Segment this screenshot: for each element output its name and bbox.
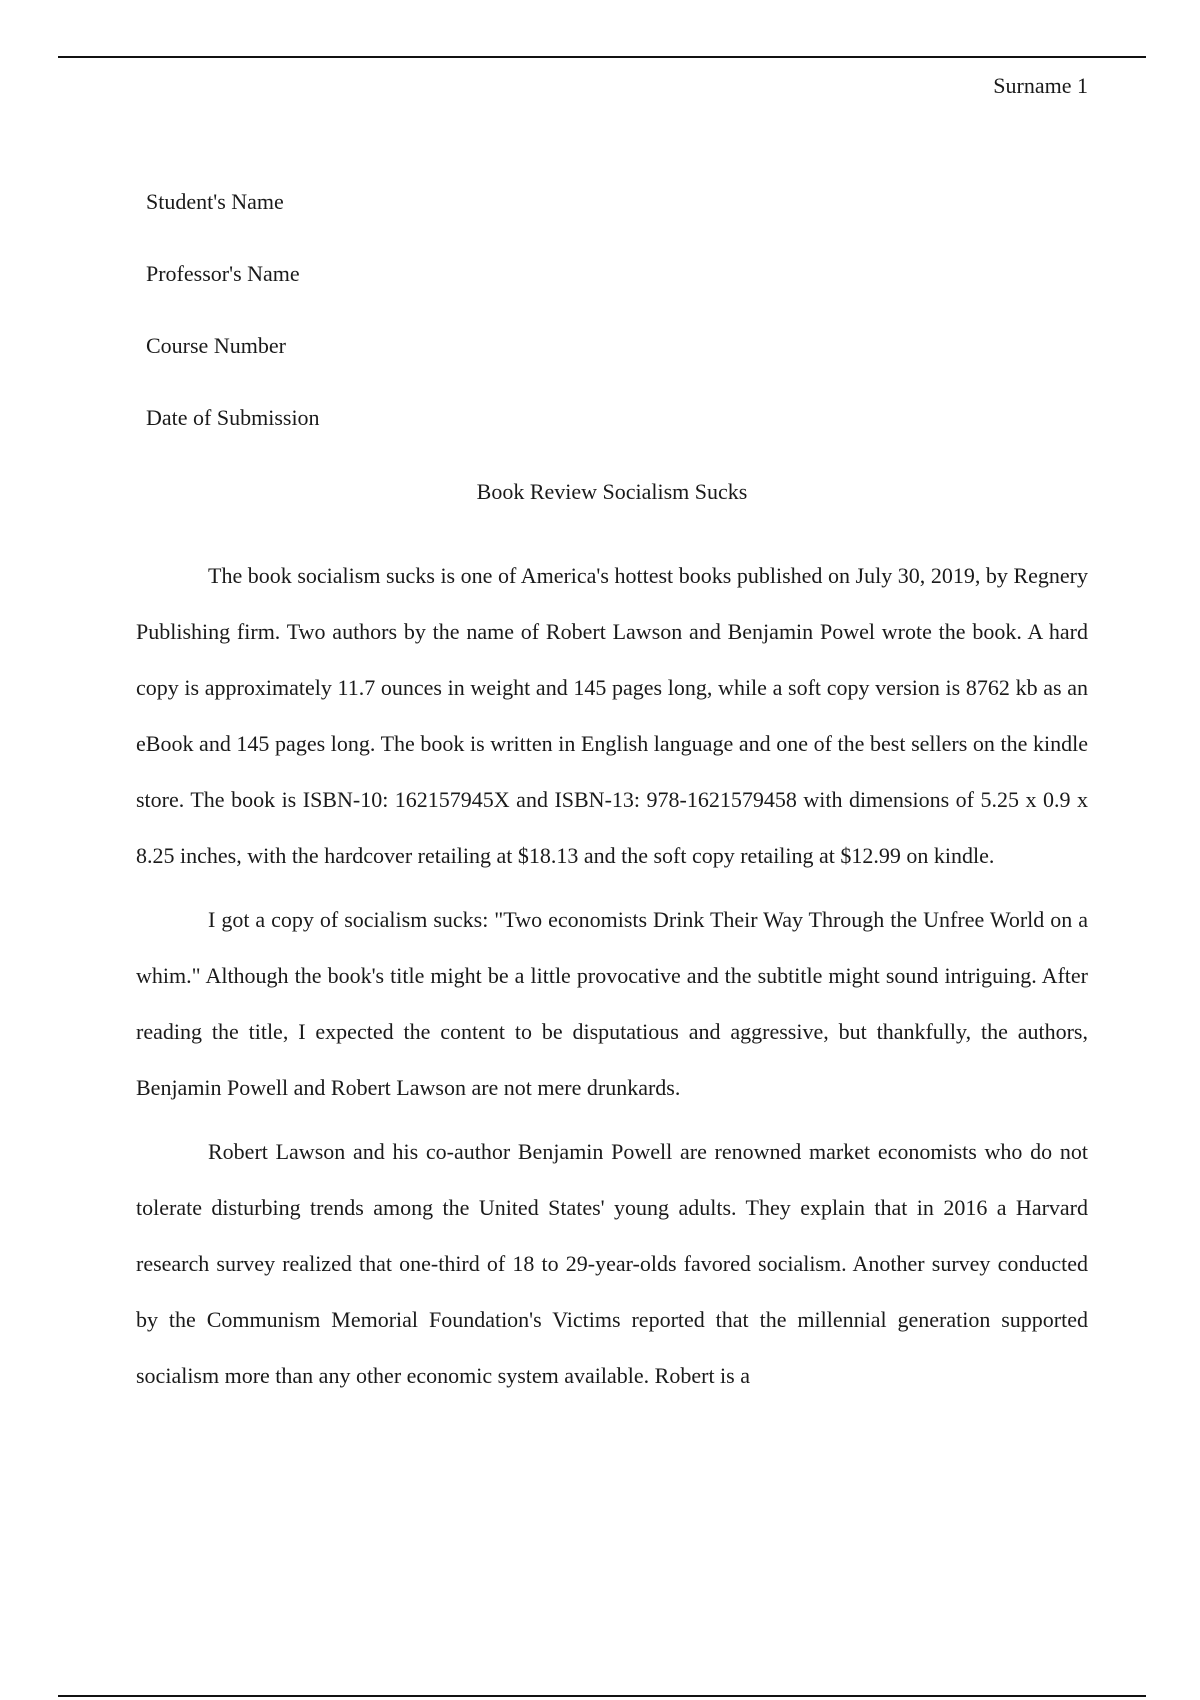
- top-rule: [58, 56, 1146, 58]
- document-title: Book Review Socialism Sucks: [476, 479, 748, 504]
- running-head: Surname 1: [993, 73, 1088, 98]
- paragraph-2: I got a copy of socialism sucks: "Two economists Drink Their Way Through the Unfree World on a whim." Although the book's title might be a little provocative and the subtitle might sound intriguing. After reading the title, I expected the content to be disputatious and aggressive, but thankfully, the authors, Benjamin Powell and Robert Lawson are not mere drunkards.: [136, 907, 1088, 1100]
- professor-name: Professor's Name: [146, 261, 300, 286]
- paragraph-3: Robert Lawson and his co-author Benjamin Powell are renowned market economists who do not tolerate disturbing trends among the United States' young adults. They explain that in 2016 a Harvard research survey realized that one-third of 18 to 29-year-olds favored socialism. Another survey conducted by the Communism Memorial Foundation's Victims reported that the millennial generation supported socialism more than any other economic system available. Robert is a: [136, 1139, 1088, 1388]
- submission-date: Date of Submission: [146, 405, 320, 430]
- course-number: Course Number: [146, 333, 286, 358]
- body-text: [136, 548, 1088, 1412]
- student-name: Student's Name: [146, 189, 284, 214]
- student-heading-block: [146, 188, 320, 476]
- bottom-rule: [58, 1695, 1146, 1697]
- paragraph-1: The book socialism sucks is one of America's hottest books published on July 30, 2019, by Regnery Publishing firm. Two authors by the name of Robert Lawson and Benjamin Powel wrote the book. A hard copy is approximately 11.7 ounces in weight and 145 pages long, while a soft copy version is 8762 kb as an eBook and 145 pages long. The book is written in English language and one of the best sellers on the kindle store. The book is ISBN-10: 162157945X and ISBN-13: 978-1621579458 with dimensions of 5.25 x 0.9 x 8.25 inches, with the hardcover retailing at $18.13 and the soft copy retailing at $12.99 on kindle.: [136, 563, 1088, 868]
